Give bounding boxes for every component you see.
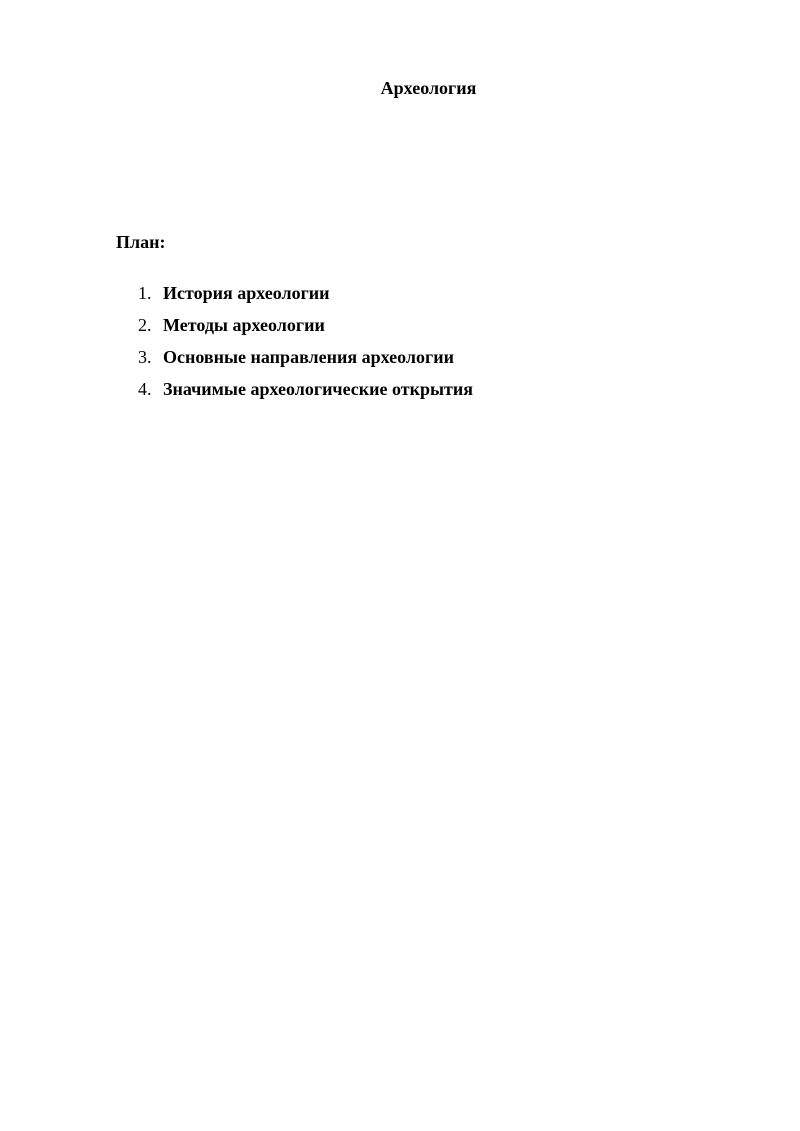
list-item-text: Методы археологии — [163, 315, 325, 335]
list-item-text: История археологии — [163, 283, 330, 303]
list-number: 3. — [138, 347, 152, 367]
document-title: Археология — [380, 78, 477, 98]
list-item-text: Основные направления археологии — [163, 347, 454, 367]
list-number: 4. — [138, 379, 152, 399]
plan-heading: План: — [116, 232, 166, 252]
list-number: 1. — [138, 283, 152, 303]
list-item-text: Значимые археологические открытия — [163, 379, 474, 399]
list-number: 2. — [138, 315, 152, 335]
